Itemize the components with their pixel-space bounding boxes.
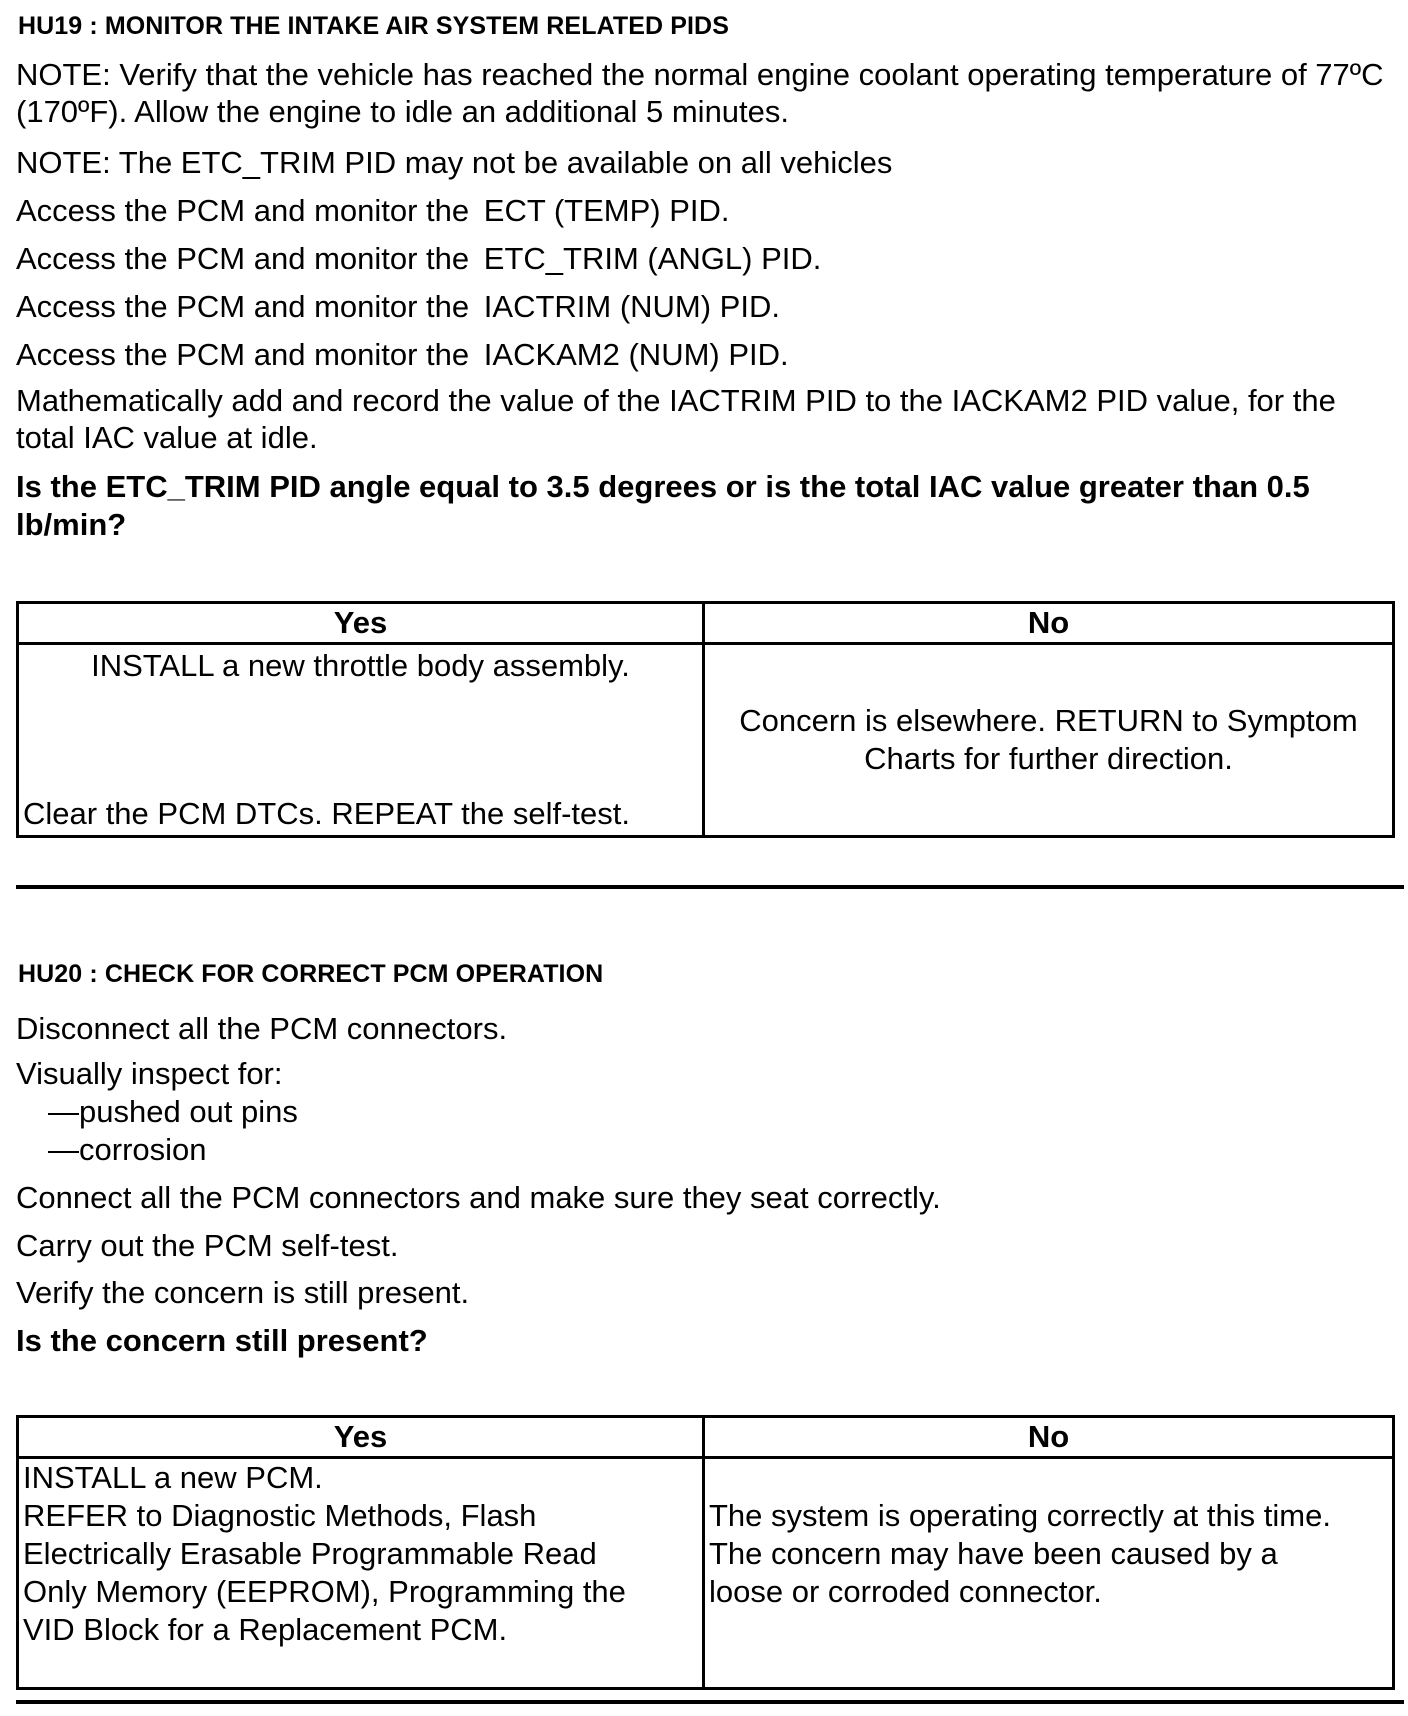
hu20-title: HU20 : CHECK FOR CORRECT PCM OPERATION	[18, 960, 604, 988]
no-line: loose or corroded connector.	[709, 1574, 1102, 1609]
no-header: No	[704, 603, 1394, 644]
hu19-access-etc-trim	[16, 240, 1388, 278]
access-prefix: Access the PCM and monitor the	[16, 241, 470, 276]
pid-iactrim: IACTRIM (NUM) PID.	[483, 289, 780, 324]
no-line: The concern may have been caused by a	[709, 1536, 1278, 1571]
hu19-access-iactrim	[16, 288, 1388, 326]
hu20-question: Is the concern still present?	[16, 1323, 428, 1358]
yes-header: Yes	[18, 603, 704, 644]
hu19-note-etc-trim: NOTE: The ETC_TRIM PID may not be available on all vehicles	[16, 145, 893, 180]
no-action: Concern is elsewhere. RETURN to Symptom Charts for further direction.	[739, 703, 1358, 776]
yes-line: VID Block for a Replacement PCM.	[23, 1612, 508, 1647]
hu19-math-instruction: Mathematically add and record the value of the IACTRIM PID to the IACKAM2 PID value, for the total IAC value at idle.	[16, 383, 1336, 455]
access-prefix: Access the PCM and monitor the	[16, 337, 470, 372]
hu19-note-temperature: NOTE: Verify that the vehicle has reached the normal engine coolant operating temperature of 77ºC (170ºF). Allow the engine to idle an additional 5 minutes.	[16, 57, 1384, 129]
no-header: No	[704, 1417, 1394, 1458]
hu19-access-iackam2	[16, 336, 1388, 374]
hu19-question: Is the ETC_TRIM PID angle equal to 3.5 degrees or is the total IAC value greater than 0.5 lb/min?	[16, 469, 1310, 542]
yes-cell	[18, 1458, 704, 1689]
hu20-decision-table	[16, 1415, 1395, 1690]
yes-line: Only Memory (EEPROM), Programming the	[23, 1574, 626, 1609]
yes-action-install: INSTALL a new throttle body assembly.	[91, 648, 630, 683]
pid-etc-trim: ETC_TRIM (ANGL) PID.	[483, 241, 822, 276]
access-prefix: Access the PCM and monitor the	[16, 193, 470, 228]
section-divider	[16, 1700, 1404, 1704]
no-line: The system is operating correctly at this time.	[709, 1498, 1331, 1533]
yes-line: INSTALL a new PCM.	[23, 1460, 323, 1495]
hu19-access-ect	[16, 192, 1388, 230]
hu20-step-disconnect: Disconnect all the PCM connectors.	[16, 1011, 508, 1046]
hu19-decision-table	[16, 601, 1395, 838]
hu20-step-self-test: Carry out the PCM self-test.	[16, 1228, 399, 1263]
yes-cell	[18, 644, 704, 837]
pid-ect: ECT (TEMP) PID.	[483, 193, 730, 228]
hu19-title: HU19 : MONITOR THE INTAKE AIR SYSTEM RELATED PIDS	[18, 12, 729, 40]
section-divider	[16, 885, 1404, 889]
hu20-step-verify: Verify the concern is still present.	[16, 1275, 470, 1310]
access-prefix: Access the PCM and monitor the	[16, 289, 470, 324]
pid-iackam2: IACKAM2 (NUM) PID.	[483, 337, 789, 372]
yes-line: Electrically Erasable Programmable Read	[23, 1536, 597, 1571]
yes-action-clear: Clear the PCM DTCs. REPEAT the self-test.	[23, 796, 630, 831]
yes-line: REFER to Diagnostic Methods, Flash	[23, 1498, 537, 1533]
no-cell	[704, 1458, 1394, 1689]
no-cell	[704, 644, 1394, 837]
hu20-bullet-pins: —pushed out pins	[48, 1094, 298, 1129]
yes-header: Yes	[18, 1417, 704, 1458]
hu20-step-inspect: Visually inspect for:	[16, 1056, 283, 1091]
hu20-step-connect: Connect all the PCM connectors and make sure they seat correctly.	[16, 1180, 941, 1215]
hu20-bullet-corrosion: —corrosion	[48, 1132, 207, 1167]
